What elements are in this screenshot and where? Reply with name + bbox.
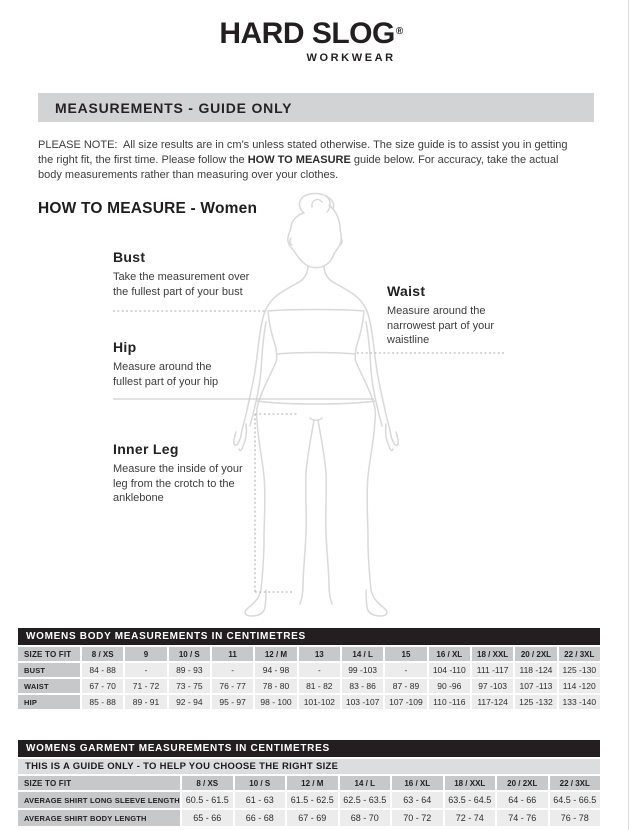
size-column-header: 10 / S bbox=[235, 776, 286, 790]
size-to-fit-header: SIZE TO FIT bbox=[18, 647, 80, 661]
size-column-header: 12 / M bbox=[287, 776, 338, 790]
measurement-cell: 64 - 66 bbox=[497, 792, 548, 808]
table-row-body-length bbox=[18, 810, 600, 826]
measurement-cell: 83 - 86 bbox=[342, 679, 383, 693]
inner-leg-guide-line bbox=[255, 414, 297, 592]
measurement-cell: 65 - 66 bbox=[182, 810, 233, 826]
measure-title: Inner Leg bbox=[113, 441, 179, 457]
measurement-cell: 107 -113 bbox=[515, 679, 556, 693]
measure-description-line: waistline bbox=[387, 334, 430, 347]
measure-description-line: Measure around the bbox=[387, 305, 486, 317]
measurement-cell: 103 -107 bbox=[342, 695, 383, 709]
measurement-cell: 78 - 80 bbox=[255, 679, 296, 693]
measure-description-line: leg from the crotch to the bbox=[113, 477, 235, 490]
garment-measurements-table bbox=[18, 740, 600, 826]
measure-description-line: Measure the inside of your bbox=[113, 463, 243, 475]
measurement-cell: 125 -130 bbox=[559, 663, 600, 677]
size-column-header: 22 / 3XL bbox=[559, 647, 600, 661]
brand-tagline: WORKWEAR bbox=[306, 52, 396, 64]
measure-description-line: Take the measurement over bbox=[113, 271, 250, 283]
measurement-cell: 76 - 78 bbox=[550, 810, 601, 826]
table-header-row bbox=[18, 647, 600, 661]
measurement-cell: 84 - 88 bbox=[82, 663, 123, 677]
row-label: BUST bbox=[18, 663, 80, 677]
note-line: the right fit, the first time. Please follow the HOW TO MEASURE guide below. For accuracy, take the actual bbox=[38, 154, 559, 166]
note-line: PLEASE NOTE: All size results are in cm's unless stated otherwise. The size guide is to assist you in getting bbox=[38, 139, 568, 151]
row-label: AVERAGE SHIRT BODY LENGTH bbox=[18, 810, 180, 826]
measurement-cell: 87 - 89 bbox=[385, 679, 426, 693]
measurement-cell: 68 - 70 bbox=[340, 810, 391, 826]
figure-outline bbox=[234, 193, 399, 616]
measurement-cell: 94 - 98 bbox=[255, 663, 296, 677]
measurement-cell: 60.5 - 61.5 bbox=[182, 792, 233, 808]
measurement-cell: 73 - 75 bbox=[169, 679, 210, 693]
table-title-bar: WOMENS BODY MEASUREMENTS IN CENTIMETRES bbox=[18, 628, 600, 645]
measurement-cell: - bbox=[125, 663, 166, 677]
measurement-cell: 62.5 - 63.5 bbox=[340, 792, 391, 808]
measurement-cell: 117-124 bbox=[472, 695, 513, 709]
measure-title: Bust bbox=[113, 249, 146, 265]
measurement-cell: - bbox=[299, 663, 340, 677]
measurement-cell: 72 - 74 bbox=[445, 810, 496, 826]
measurement-cell: 99 -103 bbox=[342, 663, 383, 677]
measurement-cell: - bbox=[212, 663, 253, 677]
table-row-hip bbox=[18, 695, 600, 709]
size-column-header: 12 / M bbox=[255, 647, 296, 661]
measurement-cell: 111 -117 bbox=[472, 663, 513, 677]
measurement-cell: 76 - 77 bbox=[212, 679, 253, 693]
note-paragraph bbox=[38, 138, 568, 183]
measurement-cell: - bbox=[385, 663, 426, 677]
size-column-header: 10 / S bbox=[169, 647, 210, 661]
measure-item-waist bbox=[387, 283, 494, 348]
size-column-header: 8 / XS bbox=[82, 647, 123, 661]
size-column-header: 15 bbox=[385, 647, 426, 661]
table-title-bar: WOMENS GARMENT MEASUREMENTS IN CENTIMETRES bbox=[18, 740, 600, 757]
measurement-cell: 61 - 63 bbox=[235, 792, 286, 808]
measurement-cell: 71 - 72 bbox=[125, 679, 166, 693]
size-column-header: 9 bbox=[125, 647, 166, 661]
row-label: AVERAGE SHIRT LONG SLEEVE LENGTH bbox=[18, 792, 180, 808]
measure-item-hip bbox=[113, 339, 218, 389]
section-title: MEASUREMENTS - GUIDE ONLY bbox=[55, 99, 293, 116]
measurement-cell: 104 -110 bbox=[429, 663, 470, 677]
size-column-header: 20 / 2XL bbox=[515, 647, 556, 661]
section-title-bar bbox=[38, 93, 594, 122]
size-to-fit-header: SIZE TO FIT bbox=[18, 776, 180, 790]
measurement-cell: 67 - 69 bbox=[287, 810, 338, 826]
measurement-cell: 133 -140 bbox=[559, 695, 600, 709]
measurement-cell: 61.5 - 62.5 bbox=[287, 792, 338, 808]
measure-description-line: the fullest part of your bust bbox=[113, 285, 243, 298]
brand-name: HARD SLOG® bbox=[219, 17, 403, 50]
brand-logo bbox=[219, 17, 401, 65]
guide-only-subtitle: THIS IS A GUIDE ONLY - TO HELP YOU CHOOSE THE RIGHT SIZE bbox=[18, 759, 600, 774]
measurement-cell: 98 - 100 bbox=[255, 695, 296, 709]
measurement-cell: 74 - 76 bbox=[497, 810, 548, 826]
size-column-header: 14 / L bbox=[340, 776, 391, 790]
measurement-cell: 92 - 94 bbox=[169, 695, 210, 709]
measurement-cell: 89 - 91 bbox=[125, 695, 166, 709]
table-row-sleeve-length bbox=[18, 792, 600, 808]
measure-description-line: anklebone bbox=[113, 492, 164, 505]
size-column-header: 16 / XL bbox=[429, 647, 470, 661]
measurement-cell: 67 - 70 bbox=[82, 679, 123, 693]
size-column-header: 16 / XL bbox=[392, 776, 443, 790]
size-column-header: 18 / XXL bbox=[445, 776, 496, 790]
measurement-cell: 66 - 68 bbox=[235, 810, 286, 826]
measure-description-line: Measure around the bbox=[113, 361, 212, 373]
size-column-header: 18 / XXL bbox=[472, 647, 513, 661]
note-line: body measurements rather than measuring over your clothes. bbox=[38, 169, 339, 181]
page-right-border bbox=[628, 0, 629, 830]
registered-mark: ® bbox=[395, 26, 403, 37]
measurement-cell: 81 - 82 bbox=[299, 679, 340, 693]
table-row-bust bbox=[18, 663, 600, 677]
measurement-cell: 97 -103 bbox=[472, 679, 513, 693]
size-column-header: 13 bbox=[299, 647, 340, 661]
measurement-cell: 85 - 88 bbox=[82, 695, 123, 709]
how-to-measure-heading: HOW TO MEASURE - Women bbox=[38, 200, 258, 217]
measurement-cell: 64.5 - 66.5 bbox=[550, 792, 601, 808]
table-row-waist bbox=[18, 679, 600, 693]
size-column-header: 11 bbox=[212, 647, 253, 661]
measurement-cell: 95 - 97 bbox=[212, 695, 253, 709]
measure-title: Hip bbox=[113, 339, 137, 355]
measurement-cell: 70 - 72 bbox=[392, 810, 443, 826]
measurement-cell: 63.5 - 64.5 bbox=[445, 792, 496, 808]
measurement-cell: 125 -132 bbox=[515, 695, 556, 709]
table-header-row bbox=[18, 776, 600, 790]
size-column-header: 22 / 3XL bbox=[550, 776, 601, 790]
measure-item-bust bbox=[113, 249, 249, 299]
size-column-header: 14 / L bbox=[342, 647, 383, 661]
measurement-cell: 101-102 bbox=[299, 695, 340, 709]
measurement-cell: 110 -116 bbox=[429, 695, 470, 709]
row-label: HIP bbox=[18, 695, 80, 709]
measurement-cell: 90 -96 bbox=[429, 679, 470, 693]
measure-item-inner-leg bbox=[113, 441, 243, 506]
measurement-cell: 107 -109 bbox=[385, 695, 426, 709]
measure-description-line: fullest part of your hip bbox=[113, 375, 219, 388]
body-measurements-table bbox=[18, 628, 600, 709]
measurement-cell: 63 - 64 bbox=[392, 792, 443, 808]
measure-description-line: narrowest part of your bbox=[387, 319, 494, 332]
row-label: WAIST bbox=[18, 679, 80, 693]
measurement-cell: 89 - 93 bbox=[169, 663, 210, 677]
size-column-header: 8 / XS bbox=[182, 776, 233, 790]
measurement-cell: 118 -124 bbox=[515, 663, 556, 677]
size-column-header: 20 / 2XL bbox=[497, 776, 548, 790]
measurement-cell: 114 -120 bbox=[559, 679, 600, 693]
measure-title: Waist bbox=[387, 283, 426, 299]
